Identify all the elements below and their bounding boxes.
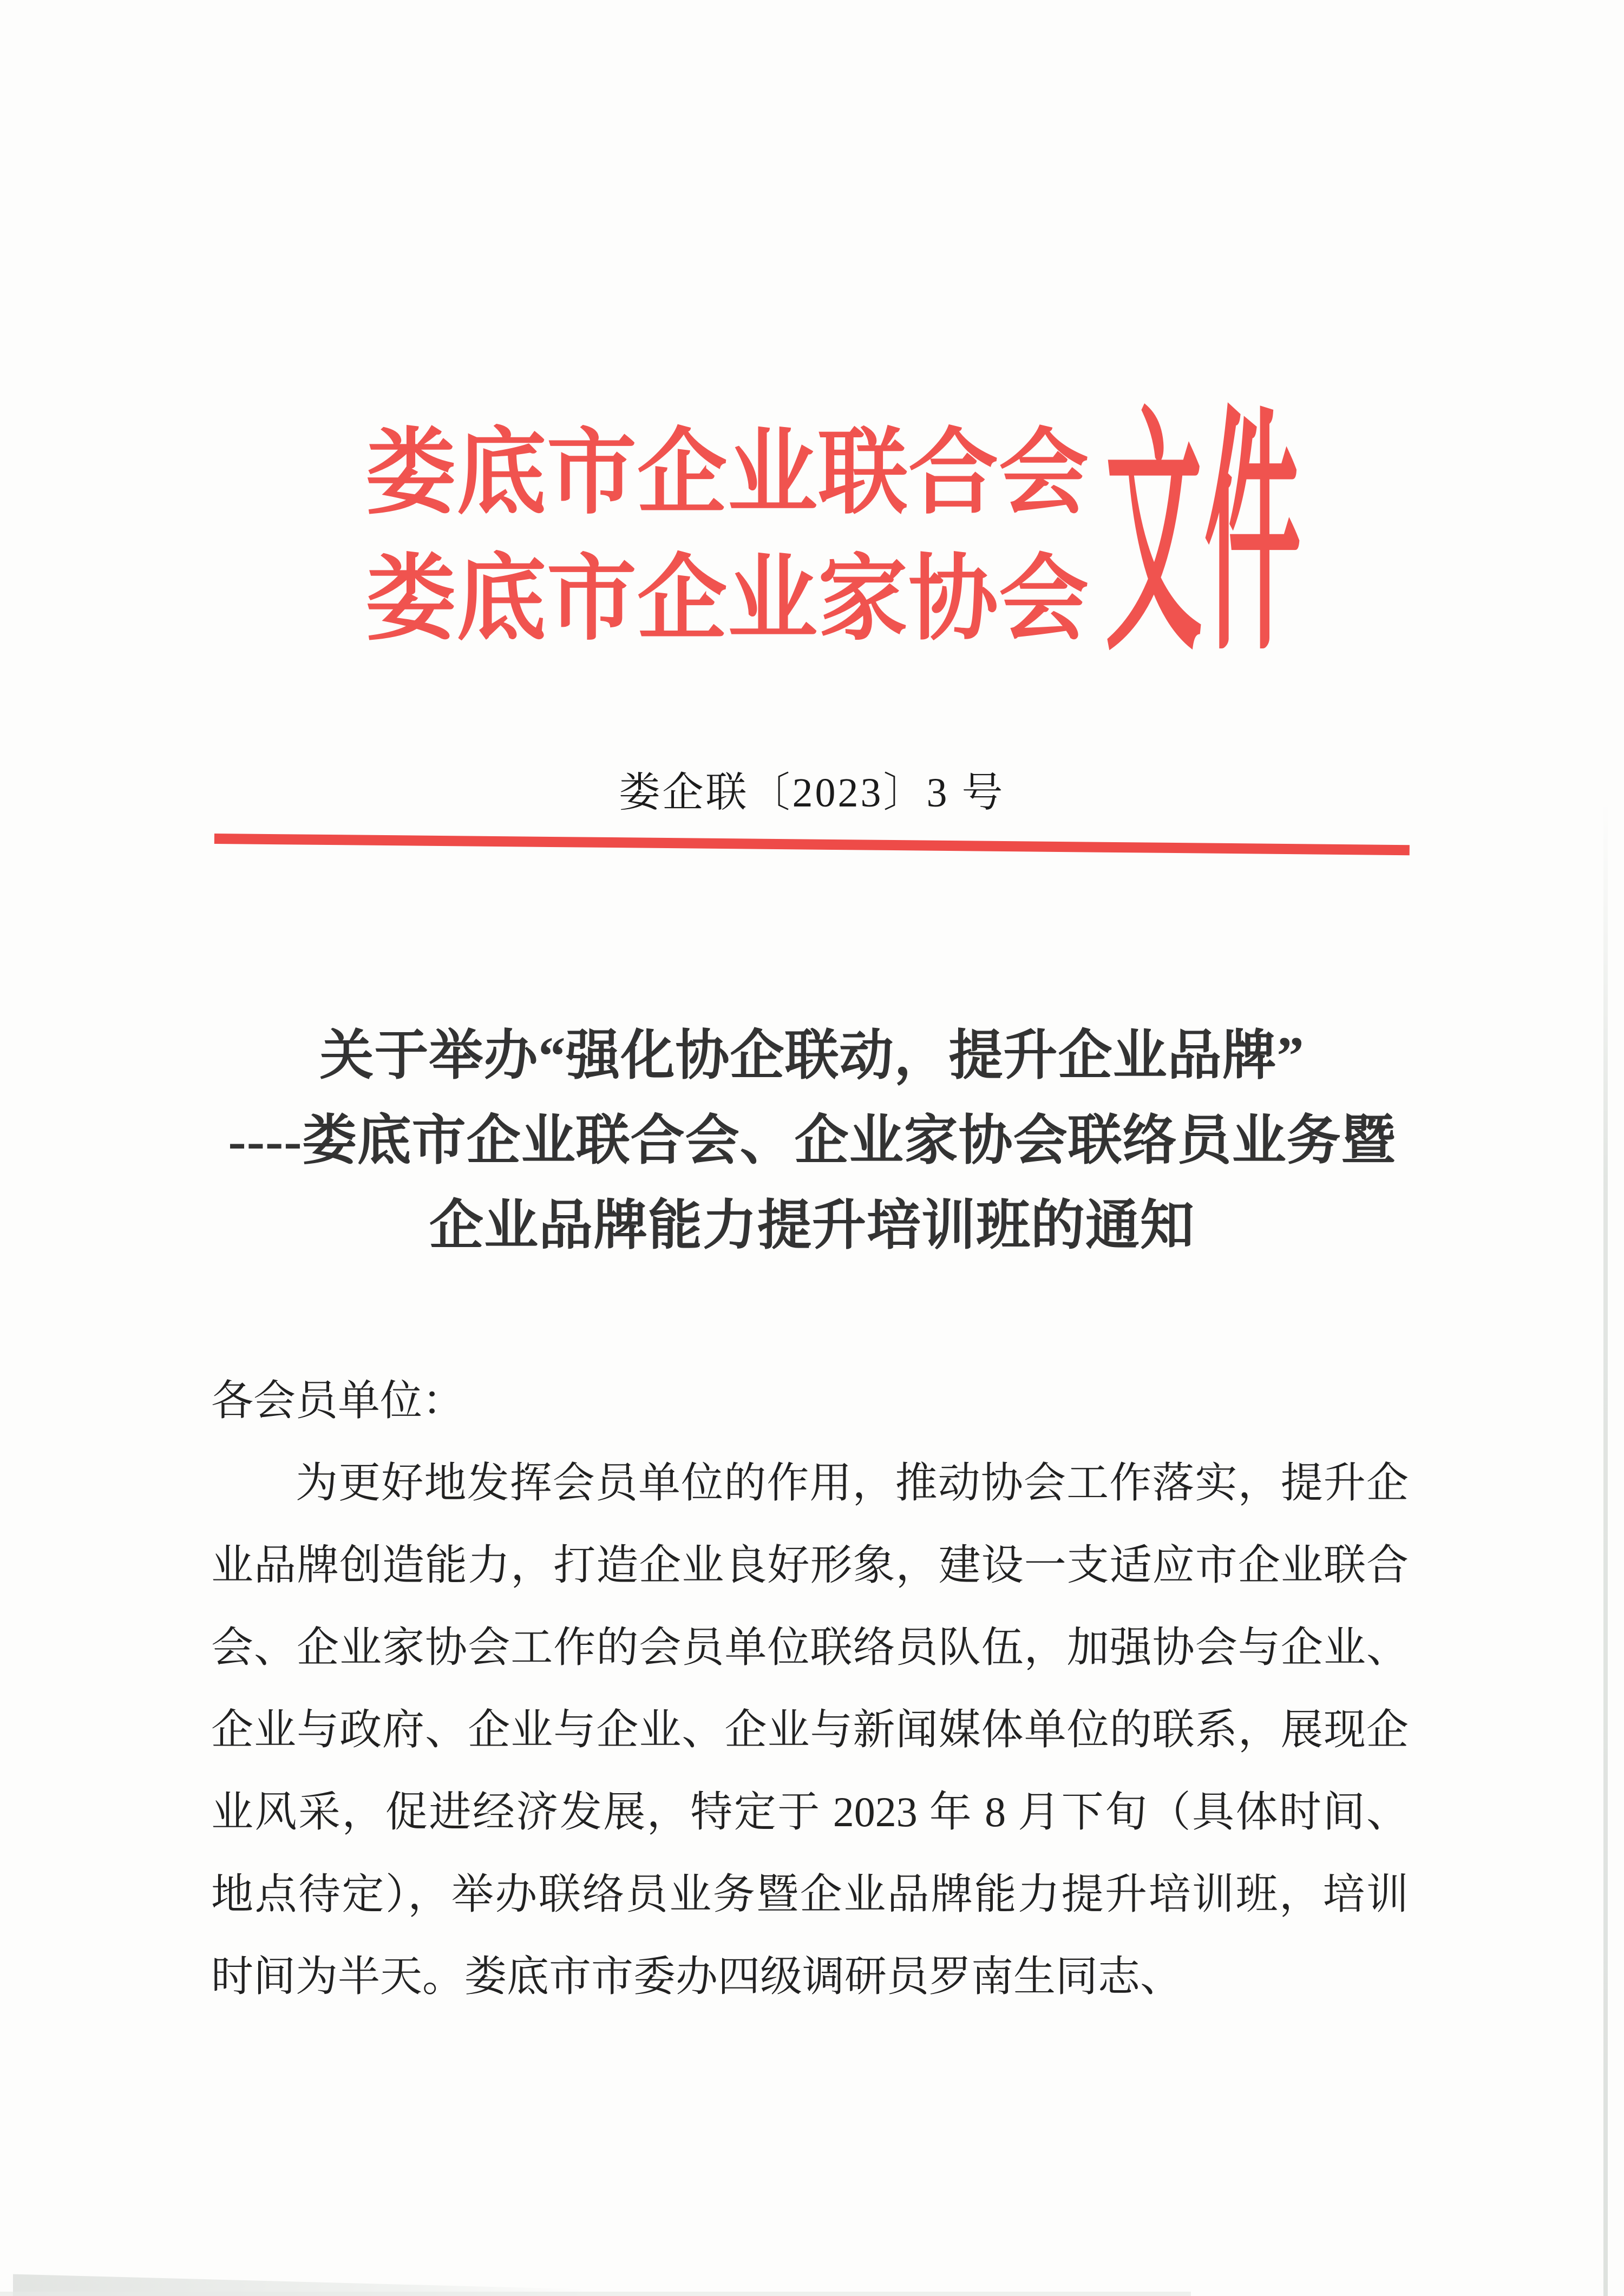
document-number: 娄企联〔2023〕3 号 [619,770,1005,816]
notice-title-line-2: ----娄底市企业联合会、企业家协会联络员业务暨 [228,1111,1396,1171]
letterhead-org-line-2: 娄底市企业家协会 [366,547,1089,652]
notice-title-line-1: 关于举办“强化协企联动，提升企业品牌” [319,1026,1305,1086]
notice-title [0,1013,1624,1268]
red-divider-line [214,834,1410,855]
body-paragraph: 为更好地发挥会员单位的作用，推动协会工作落实，提升企业品牌创造能力，打造企业良好形象，建设一支适应市企业联合会、企业家协会工作的会员单位联络员队伍，加强协会与企业、企业与政府、企业与企业、企业与新闻媒体单位的联系，展现企业风采，促进经济发展，特定于 2023 年 8 月下旬（具体时间、地点待定），举办联络员业务暨企业品牌能力提升培训班，培训时间为半天。娄底市市委办四级调研员罗南生同志、 [211,1459,1409,2000]
salutation: 各会员单位： [211,1377,465,1424]
letterhead-org-line-1: 娄底市企业联合会 [366,421,1089,526]
letterhead-wenjian-mark: 文件 [1105,393,1303,681]
scan-artifact-bottom-strip [0,2292,1191,2296]
notice-title-line-3: 企业品牌能力提升培训班的通知 [429,1196,1195,1256]
notice-body [211,1360,1409,2018]
scan-artifact-right-edge [1603,801,1608,2296]
letterhead [366,410,1091,662]
